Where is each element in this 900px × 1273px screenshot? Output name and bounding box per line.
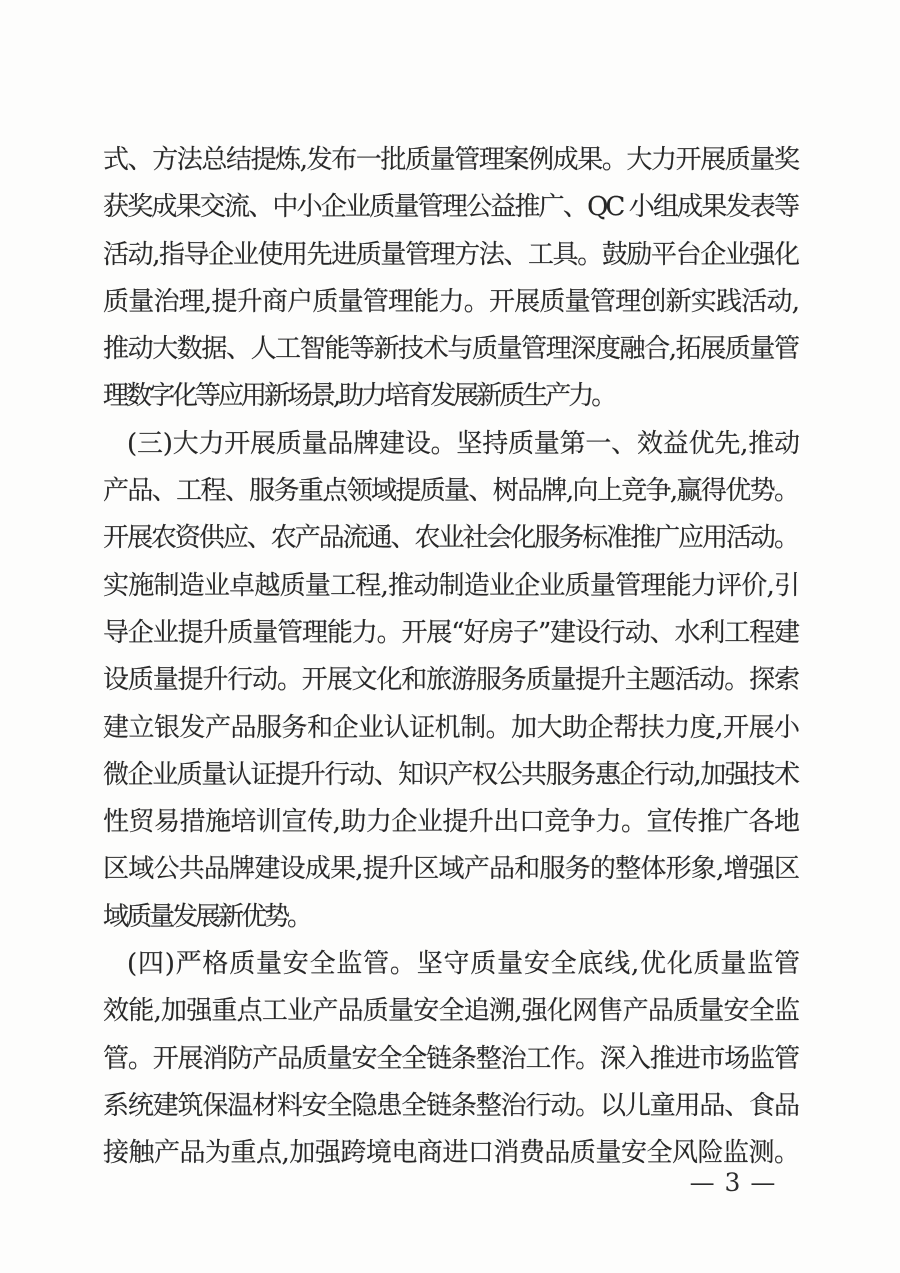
text-line: 式、方法总结提炼,发布一批质量管理案例成果。大力开展质量奖	[103, 145, 797, 175]
text-line: 效能,加强重点工业产品质量安全追溯,强化网售产品质量安全监	[103, 996, 797, 1027]
text-line: 理数字化等应用新场景,助力培育发展新质生产力。	[103, 381, 615, 412]
text-line: (四)严格质量安全监管。坚守质量安全底线,优化质量监管	[127, 949, 797, 980]
document-text-block	[103, 137, 797, 1178]
text-line: 系统建筑保温材料安全隐患全链条整治行动。以儿童用品、食品	[103, 1090, 797, 1121]
text-line: (三)大力开展质量品牌建设。坚持质量第一、效益优先,推动	[127, 428, 797, 459]
text-line: 产品、工程、服务重点领域提质量、树品牌,向上竞争,赢得优势。	[103, 476, 797, 507]
text-line: 微企业质量认证提升行动、知识产权公共服务惠企行动,加强技术	[103, 759, 797, 790]
text-line: 域质量发展新优势。	[103, 901, 311, 932]
text-line: 建立银发产品服务和企业认证机制。加大助企帮扶力度,开展小	[103, 712, 797, 743]
page-number: — 3 —	[689, 1168, 777, 1197]
text-line: 开展农资供应、农产品流通、农业社会化服务标准推广应用活动。	[103, 523, 797, 554]
text-line: 推动大数据、人工智能等新技术与质量管理深度融合,拓展质量管	[103, 334, 797, 365]
text-line: 质量治理,提升商户质量管理能力。开展质量管理创新实践活动,	[103, 286, 797, 317]
text-line: 区域公共品牌建设成果,提升区域产品和服务的整体形象,增强区	[103, 854, 797, 885]
text-line: 活动,指导企业使用先进质量管理方法、工具。鼓励平台企业强化	[103, 239, 797, 270]
text-line: 接触产品为重点,加强跨境电商进口消费品质量安全风险监测。	[103, 1138, 797, 1169]
text-line: 导企业提升质量管理能力。开展“好房子”建设行动、水利工程建	[103, 617, 797, 648]
text-line: 实施制造业卓越质量工程,推动制造业企业质量管理能力评价,引	[103, 570, 797, 601]
text-line: 性贸易措施培训宣传,助力企业提升出口竞争力。宣传推广各地	[103, 807, 797, 838]
text-line: 设质量提升行动。开展文化和旅游服务质量提升主题活动。探索	[103, 665, 797, 696]
text-line: 管。开展消防产品质量安全全链条整治工作。深入推进市场监管	[103, 1043, 797, 1074]
text-line: 获奖成果交流、中小企业质量管理公益推广、QC 小组成果发表等	[103, 192, 797, 223]
